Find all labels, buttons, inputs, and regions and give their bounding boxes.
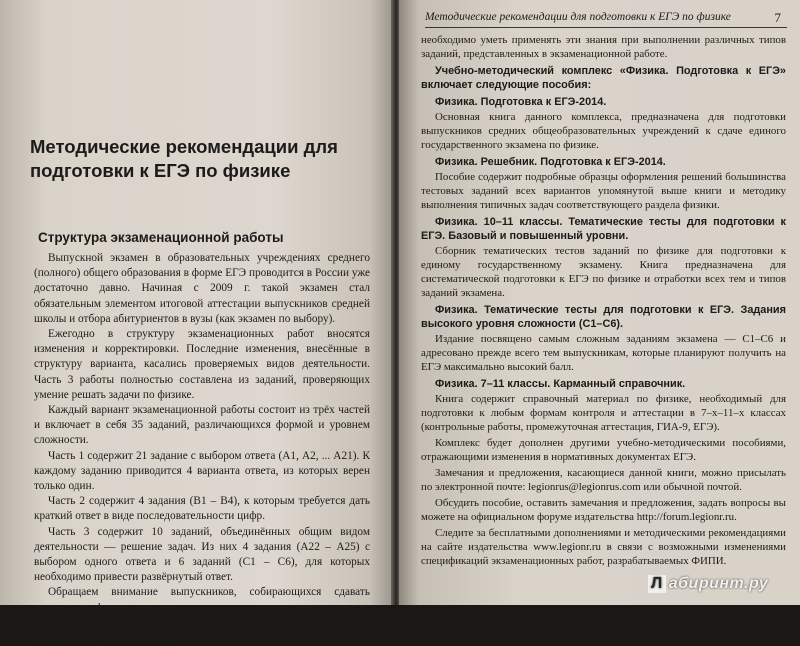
complex-intro: Учебно-методический комплекс «Физика. Подготовка к ЕГЭ» включает следующие пособия: xyxy=(421,65,786,91)
paragraph: Часть 3 содержит 10 заданий, объединённых общим видом деятельности — решение задач. Из них 4 задания (А22 – А25) с выбором одного ответа и 6 заданий (С1 – С6), для которых необходимо привести развёрнутый ответ. xyxy=(34,525,370,584)
running-head xyxy=(425,10,787,28)
section-title: Структура экзаменационной работы xyxy=(38,230,284,245)
paragraph: Выпускной экзамен в образовательных учреждениях среднего (полного) общего образования в форме ЕГЭ проводится в России уже достаточно давно. Начиная с 2009 г. такой экзамен стал обязательным элементом итоговой аттестации выпускников средней школы и отбора абитуриентов в вузы (как экзамен по выбору). xyxy=(34,252,370,325)
labirint-logo-icon: Л xyxy=(648,575,666,593)
page-number: 7 xyxy=(774,10,781,25)
watermark-text: абиринт.ру xyxy=(668,575,769,592)
paragraph: Следите за бесплатными дополнениями и методическими рекомендациями на сайте издательства www.legionr.ru в связи с возможными изменениями спецификаций экзаменационных работ, разрабатываемых ФИПИ. xyxy=(421,527,786,567)
paragraph: Книга содержит справочный материал по физике, необходимый для подготовки к любым формам контроля и аттестации в 7–х–11–х классах (контрольные работы, промежуточная аттестация, ГИА-9, ЕГЭ). xyxy=(421,393,786,433)
left-page-body xyxy=(34,251,370,646)
paragraph: Обращаем внимание выпускников, собирающихся сдавать экзамен по физике, что прежде всего им следует твердо заучить основные физические понятия и законы, их связывающие. На следующем этапе подготовки xyxy=(34,586,370,645)
paragraph: необходимо уметь применять эти знания при выполнении различных типов заданий, представленных в экзаменационной работе. xyxy=(421,34,786,60)
paragraph: Основная книга данного комплекса, предназначена для подготовки выпускников средних общеобразовательных учреждений к сдаче единого государственного экзамена по физике. xyxy=(421,111,786,151)
book-heading: Физика. Подготовка к ЕГЭ-2014. xyxy=(435,96,607,108)
left-page xyxy=(0,0,393,645)
paragraph: Ежегодно в структуру экзаменационных работ вносятся изменения и корректировки. Последние изменения, внесённые в структуру варианта, касались проверяемых видов деятельности. Часть 3 работы полностью составлена из заданий, проверяющих умение решать задачи по физике. xyxy=(34,328,370,401)
paragraph: Комплекс будет дополнен другими учебно-методическими пособиями, отражающими изменения в нормативных документах ЕГЭ. xyxy=(421,437,786,463)
book-heading: Физика. 10–11 классы. Тематические тесты для подготовки к ЕГЭ. Базовый и повышенный уровни. xyxy=(421,216,786,242)
paragraph: Сборник тематических тестов заданий по физике для подготовки к единому государственному экзамену. Книга предназначена для систематической подготовки к ЕГЭ по физике и отработки всех тем и типов заданий экзамена. xyxy=(421,245,786,299)
right-page xyxy=(399,0,800,605)
right-page-body xyxy=(421,33,786,570)
paragraph: Часть 2 содержит 4 задания (В1 – В4), к которым требуется дать краткий ответ в виде последовательности цифр. xyxy=(34,495,370,523)
chapter-title: Методические рекомендации для подготовки к ЕГЭ по физике xyxy=(30,136,338,181)
paragraph: Пособие содержит подробные образцы оформления решений большинства тестовых заданий всех вариантов упомянутой выше книги и методику выполнения типичных задач соответствующего раздела физики. xyxy=(421,171,786,211)
book-heading: Физика. Решебник. Подготовка к ЕГЭ-2014. xyxy=(435,156,666,168)
paragraph: Каждый вариант экзаменационной работы состоит из трёх частей и включает в себя 35 заданий, различающихся формой и уровнем сложности. xyxy=(34,404,370,447)
book-heading: Физика. Тематические тесты для подготовки к ЕГЭ. Задания высокого уровня сложности (С1–С6). xyxy=(421,304,786,330)
running-head-title: Методические рекомендации для подготовки к ЕГЭ по физике xyxy=(425,11,731,23)
paragraph: Замечания и предложения, касающиеся данной книги, можно присылать по электронной почте: legionrus@legionrus.com или обычной почтой. xyxy=(421,467,786,493)
book-heading: Физика. 7–11 классы. Карманный справочник. xyxy=(435,378,686,390)
labirint-watermark xyxy=(648,575,768,593)
paragraph: Издание посвящено самым сложным заданиям экзамена — С1–С6 и адресовано прежде всего тем выпускникам, которые планируют получить на ЕГЭ максимально высокий балл. xyxy=(421,333,786,373)
paragraph: Обсудить пособие, оставить замечания и предложения, задать вопросы вы можете на официальном форуме издательства http://forum.legionr.ru. xyxy=(421,497,786,523)
paragraph: Часть 1 содержит 21 задание с выбором ответа (А1, А2, ... А21). К каждому заданию приводится 4 варианта ответа, из которых верен только один. xyxy=(34,449,370,493)
